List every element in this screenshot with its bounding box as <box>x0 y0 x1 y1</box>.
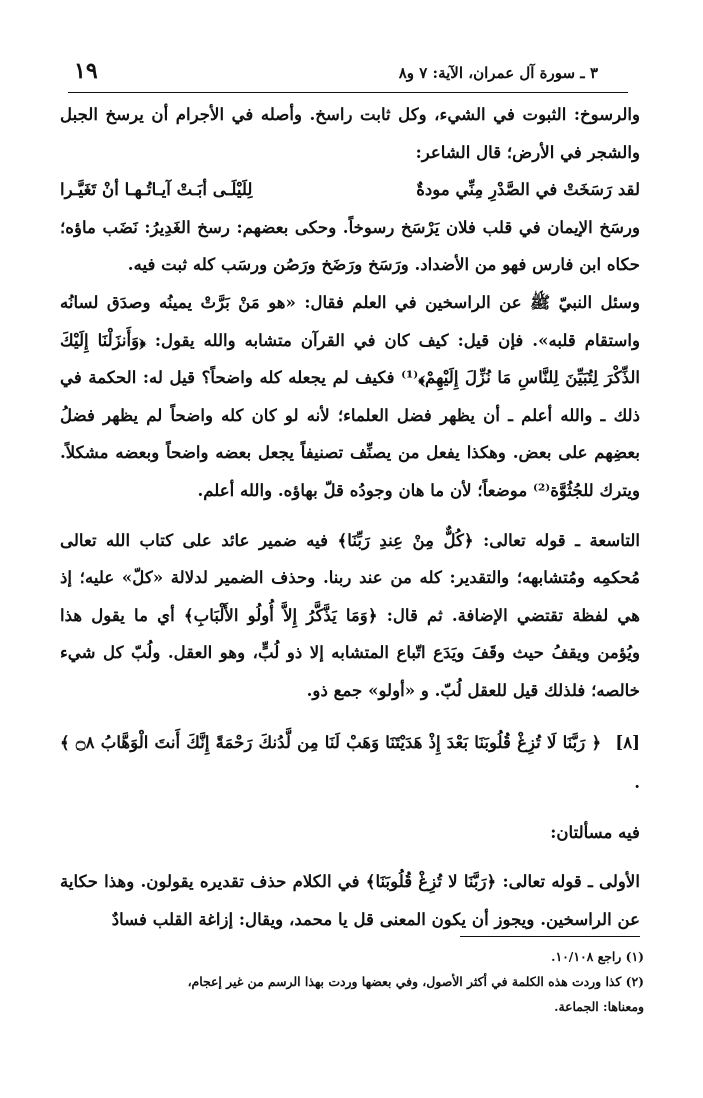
paragraph-rasakha: ورسَخ الإيمان في قلب فلان يَرْسَخ رسوخاً. وحكى بعضهم: رسخ الغَدِيرُ: نَضَب ماؤه؛ حكاه ابن فارس فهو من الأضداد. ورَسَخ ورَضَخ ورَصُن ورسَب كله ثبت فيه. <box>60 216 640 275</box>
page-number: ١٩ <box>74 58 98 84</box>
footnote-divider <box>460 936 640 937</box>
paragraph-hadith: وسئل النبيّ ﷺ عن الراسخين في العلم فقال: «هو مَنْ بَرَّتْ يمينُه وصدَق لسانُه واستقام قلبه». فإن قيل: كيف كان في القرآن متشابه والله يقول: ﴿وَأَنزَلْنَا إِلَيْكَ الذِّكْرَ لِتُبَيِّنَ لِلنَّاسِ مَا نُزِّلَ إِلَيْهِمْ﴾⁽¹⁾ فكيف لم يجعله كله واضحاً؟ قيل له: الحكمة في ذلك ـ والله أعلم ـ أن يظهر فضل العلماء؛ لأنه لو كان كله واضحاً لم يظهر فضلُ بعضِهم على بعض. وهكذا يفعل من يصنِّف تصنيفاً يجعل بعضه واضحاً وبعضه مشكلاً. ويترك للجُثُوَّة⁽²⁾ موضعاً؛ لأن ما هان وجودُه قلّ بهاؤه. والله أعلم. <box>60 291 640 500</box>
footnotes <box>64 944 644 1019</box>
paragraph-first-issue: الأولى ـ قوله تعالى: ﴿رَبَّنَا لا تُزِغْ قُلُوبَنَا﴾ في الكلام حذف تقديره يقولون. وهذا حكاية عن الراسخين. ويجوز أن يكون المعنى قل يا محمد، ويقال: إزاغة القلب فسادٌ <box>60 871 640 929</box>
running-header <box>68 58 628 93</box>
verse-text: ﴿ رَبَّنَا لَا تُزِغْ قُلُوبَنَا بَعْدَ إِذْ هَدَيْتَنَا وَهَبْ لَنَا مِن لَّدُنكَ رَحْمَةً إِنَّكَ أَنتَ الْوَهَّابُ ۝٨ ﴾ . <box>60 731 640 792</box>
footnote-1: (١) راجع ١٠/١٠٨. <box>551 949 644 964</box>
poem-second-hemistich: لِلَيْلَـى أبَـتْ آيـاتُـهـا أنْ تَغَيَّـرا <box>60 179 253 200</box>
footnote-2-line-1: (٢) كذا وردت هذه الكلمة في أكثر الأصول، وفي بعضها وردت بهذا الرسم من غير إعجام، <box>187 974 644 989</box>
footnote-2-line-2: ومعناها: الجماعة. <box>554 999 644 1014</box>
quran-verse <box>60 722 640 802</box>
paragraph-two-issues: فيه مسألتان: <box>550 821 640 842</box>
poem-first-hemistich: لقد رَسَخَتْ في الصَّدْرِ مِنِّي مودةٌ <box>416 179 640 200</box>
paragraph-ninth: التاسعة ـ قوله تعالى: ﴿كُلٌّ مِنْ عِندِ رَبِّنَا﴾ فيه ضمير عائد على كتاب الله تعالى مُحكمِه ومُتشابهه؛ والتقدير: كله من عند ربنا. وحذف الضمير لدلالة «كلّ» عليه؛ إذ هي لفظة تقتضي الإضافة. ثم قال: ﴿وَمَا يَذَّكَّرُ إِلاَّ أُولُو الأَلْبَابِ﴾ أي ما يقول هذا ويُؤمن ويقفُ حيث وقَفَ ويَدَع اتّباع المتشابه إلا ذو لُبٍّ، وهو العقل. ولُبّ كل شيء خالصه؛ فلذلك قيل للعقل لُبّ. و «أولو» جمع ذو. <box>60 529 640 700</box>
main-text <box>60 96 640 938</box>
paragraph-rusukh: والرسوخ: الثبوت في الشيء، وكل ثابت راسخ. وأصله في الأجرام أن يرسخ الجبل والشجر في الأرض؛ قال الشاعر: <box>60 104 640 162</box>
verse-number: [٨] <box>615 731 641 752</box>
poem-verse <box>60 171 640 209</box>
header-title: ٣ ـ سورة آل عمران، الآية: ٧ و٨ <box>398 64 598 82</box>
